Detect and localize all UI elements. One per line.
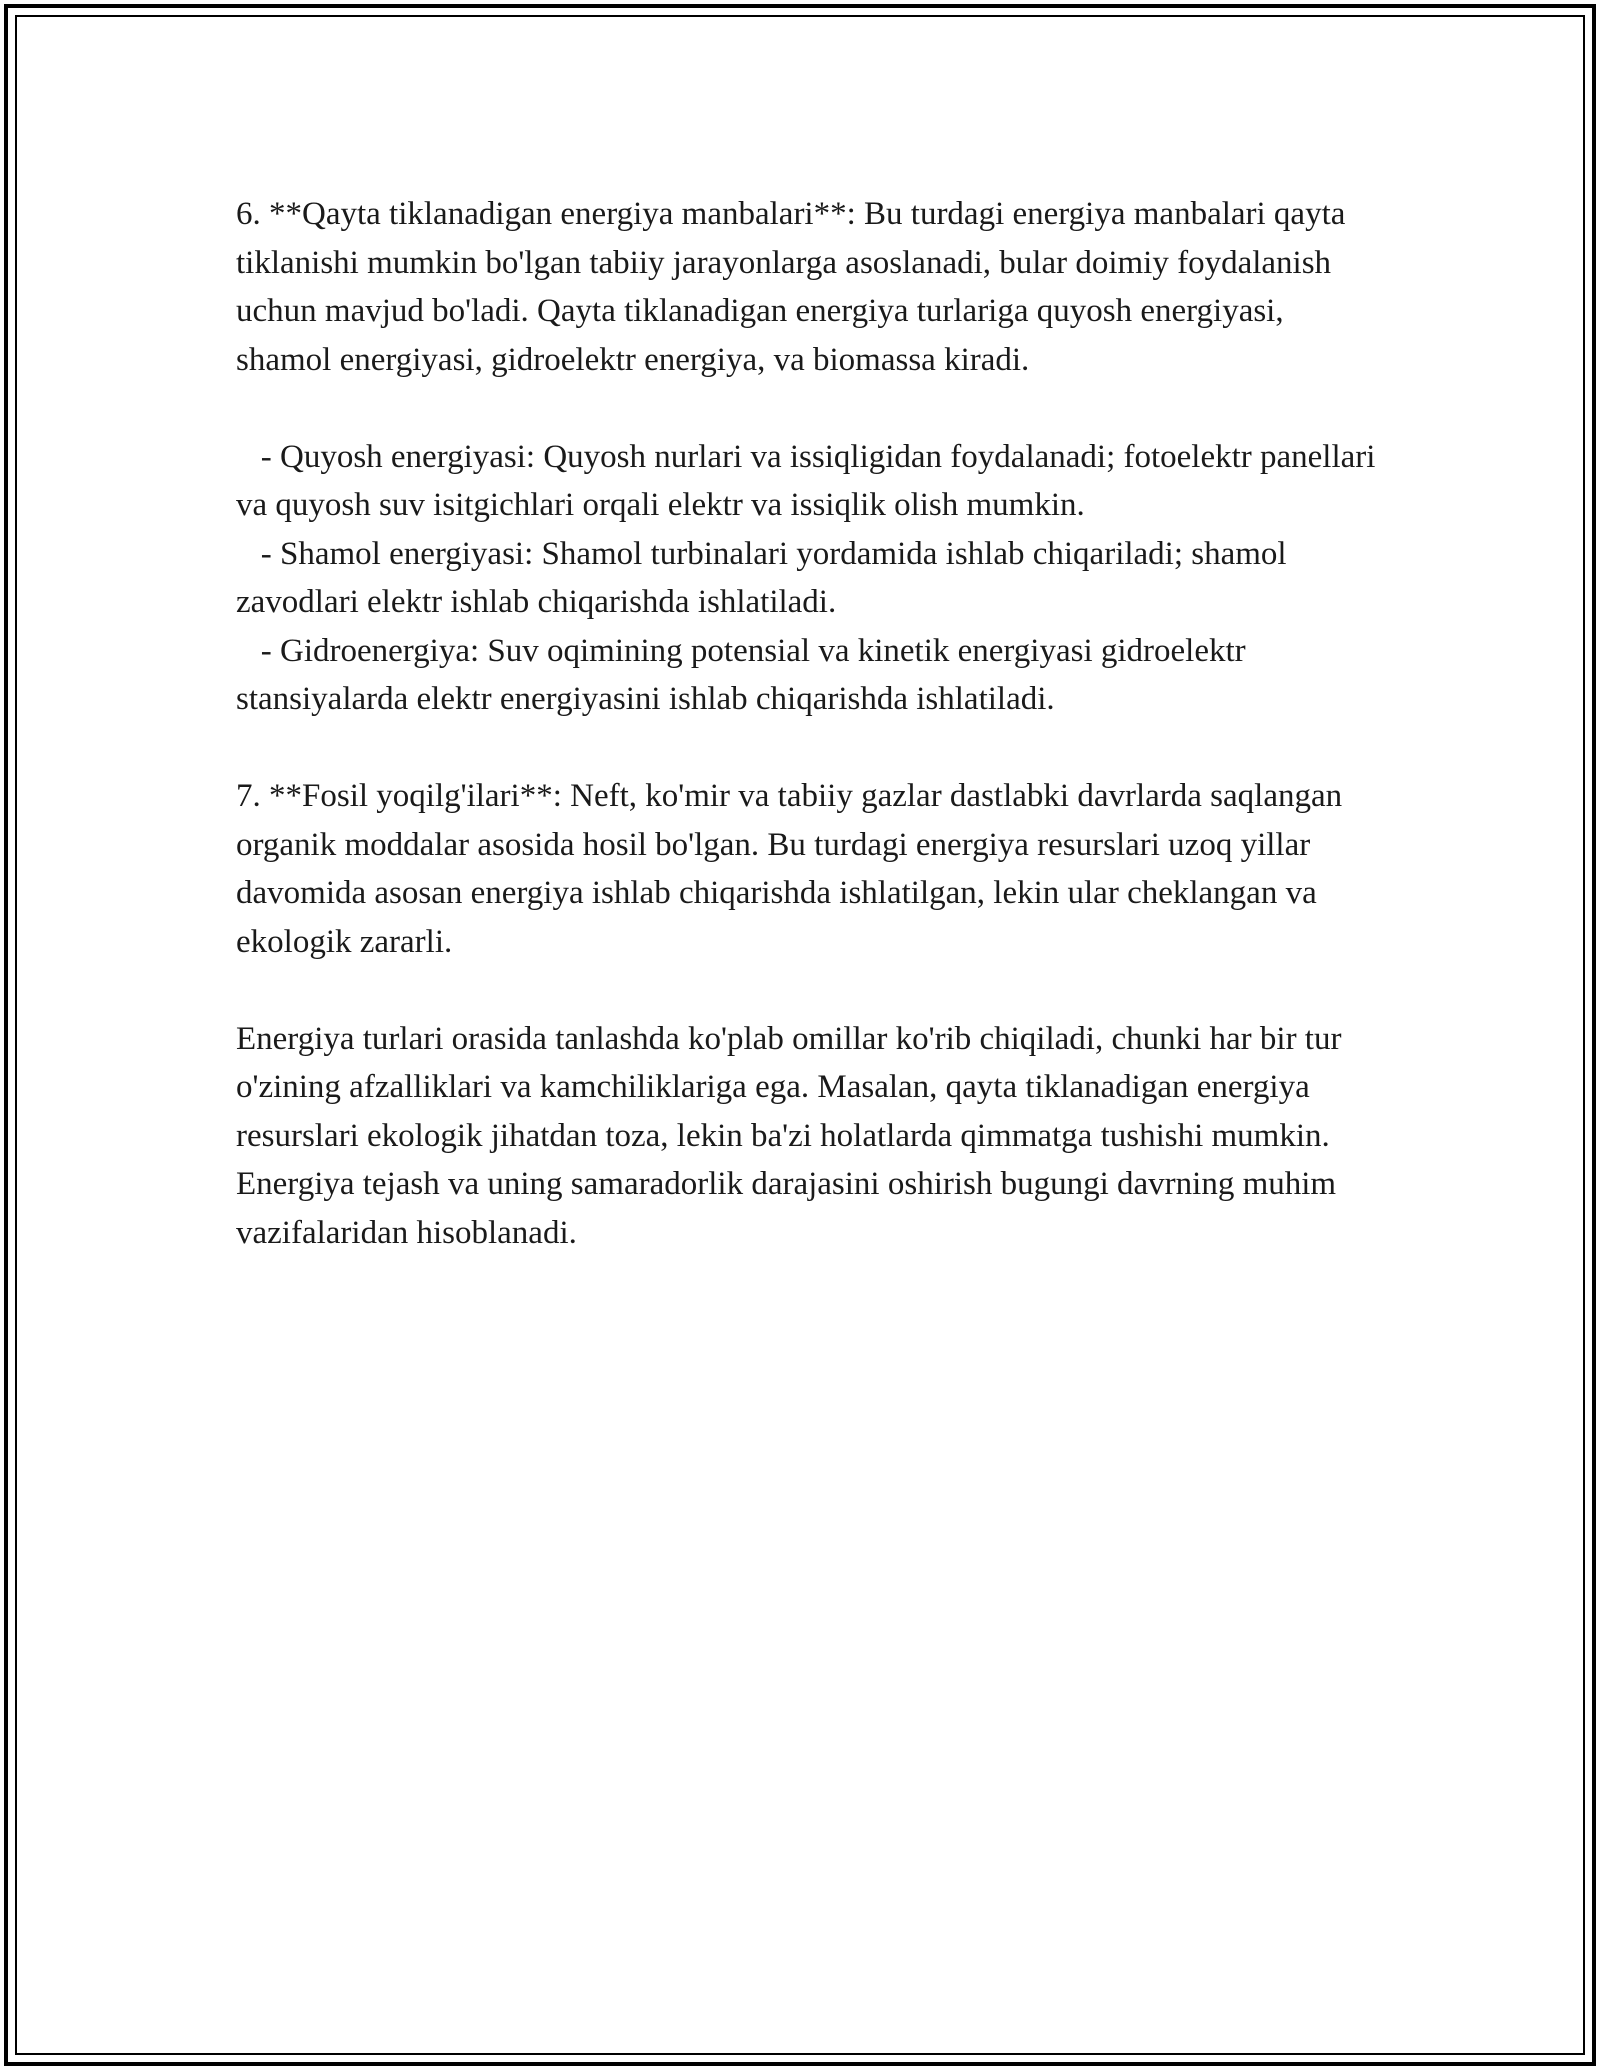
- paragraph-fossil-fuels: 7. **Fosil yoqilg'ilari**: Neft, ko'mir va tabiiy gazlar dastlabki davrlarda saqlangan organik moddalar asosida hosil bo'lgan. Bu turdagi energiya resurslari uzoq yillar davomida asosan energiya ishlab chiqarishda ishlatilgan, lekin ular cheklangan va ekologik zararli.: [236, 778, 1351, 960]
- paragraph-renewable-energy: 6. **Qayta tiklanadigan energiya manbalari**: Bu turdagi energiya manbalari qayta tiklanishi mumkin bo'lgan tabiiy jarayonlarga asoslanadi, bular doimiy foydalanish uchun mavjud bo'ladi. Qayta tiklanadigan energiya turlariga quyosh energiyasi, shamol energiyasi, gidroelektr energiya, va biomassa kiradi.: [236, 196, 1354, 378]
- paragraph-conclusion: Energiya turlari orasida tanlashda ko'plab omillar ko'rib chiqiladi, chunki har bir tur o'zining afzalliklari va kamchiliklariga ega. Masalan, qayta tiklanadigan energiya resurslari ekologik jihatdan toza, lekin ba'zi holatlarda qimmatga tushishi mumkin. Energiya tejash va uning samaradorlik darajasini oshirish bugungi davrning muhim vazifalaridan hisoblanadi.: [236, 1020, 1350, 1251]
- list-item-solar-energy: - Quyosh energiyasi: Quyosh nurlari va issiqligidan foydalanadi; fotoelektr panellari va quyosh suv isitgichlari orqali elektr va issiqlik olish mumkin.: [236, 438, 1384, 523]
- document-body: [236, 190, 1384, 1257]
- list-item-hydro-energy: - Gidroenergiya: Suv oqimining potensial va kinetik energiyasi gidroelektr stansiyalarda elektr energiyasini ishlab chiqarishda ishlatiladi.: [236, 632, 1254, 717]
- paragraph-spacer: [236, 724, 1376, 773]
- paragraph-spacer: [236, 384, 1376, 433]
- paragraph-spacer: [236, 966, 1376, 1015]
- list-item-wind-energy: - Shamol energiyasi: Shamol turbinalari yordamida ishlab chiqariladi; shamol zavodlari elektr ishlab chiqarishda ishlatiladi.: [236, 535, 1295, 620]
